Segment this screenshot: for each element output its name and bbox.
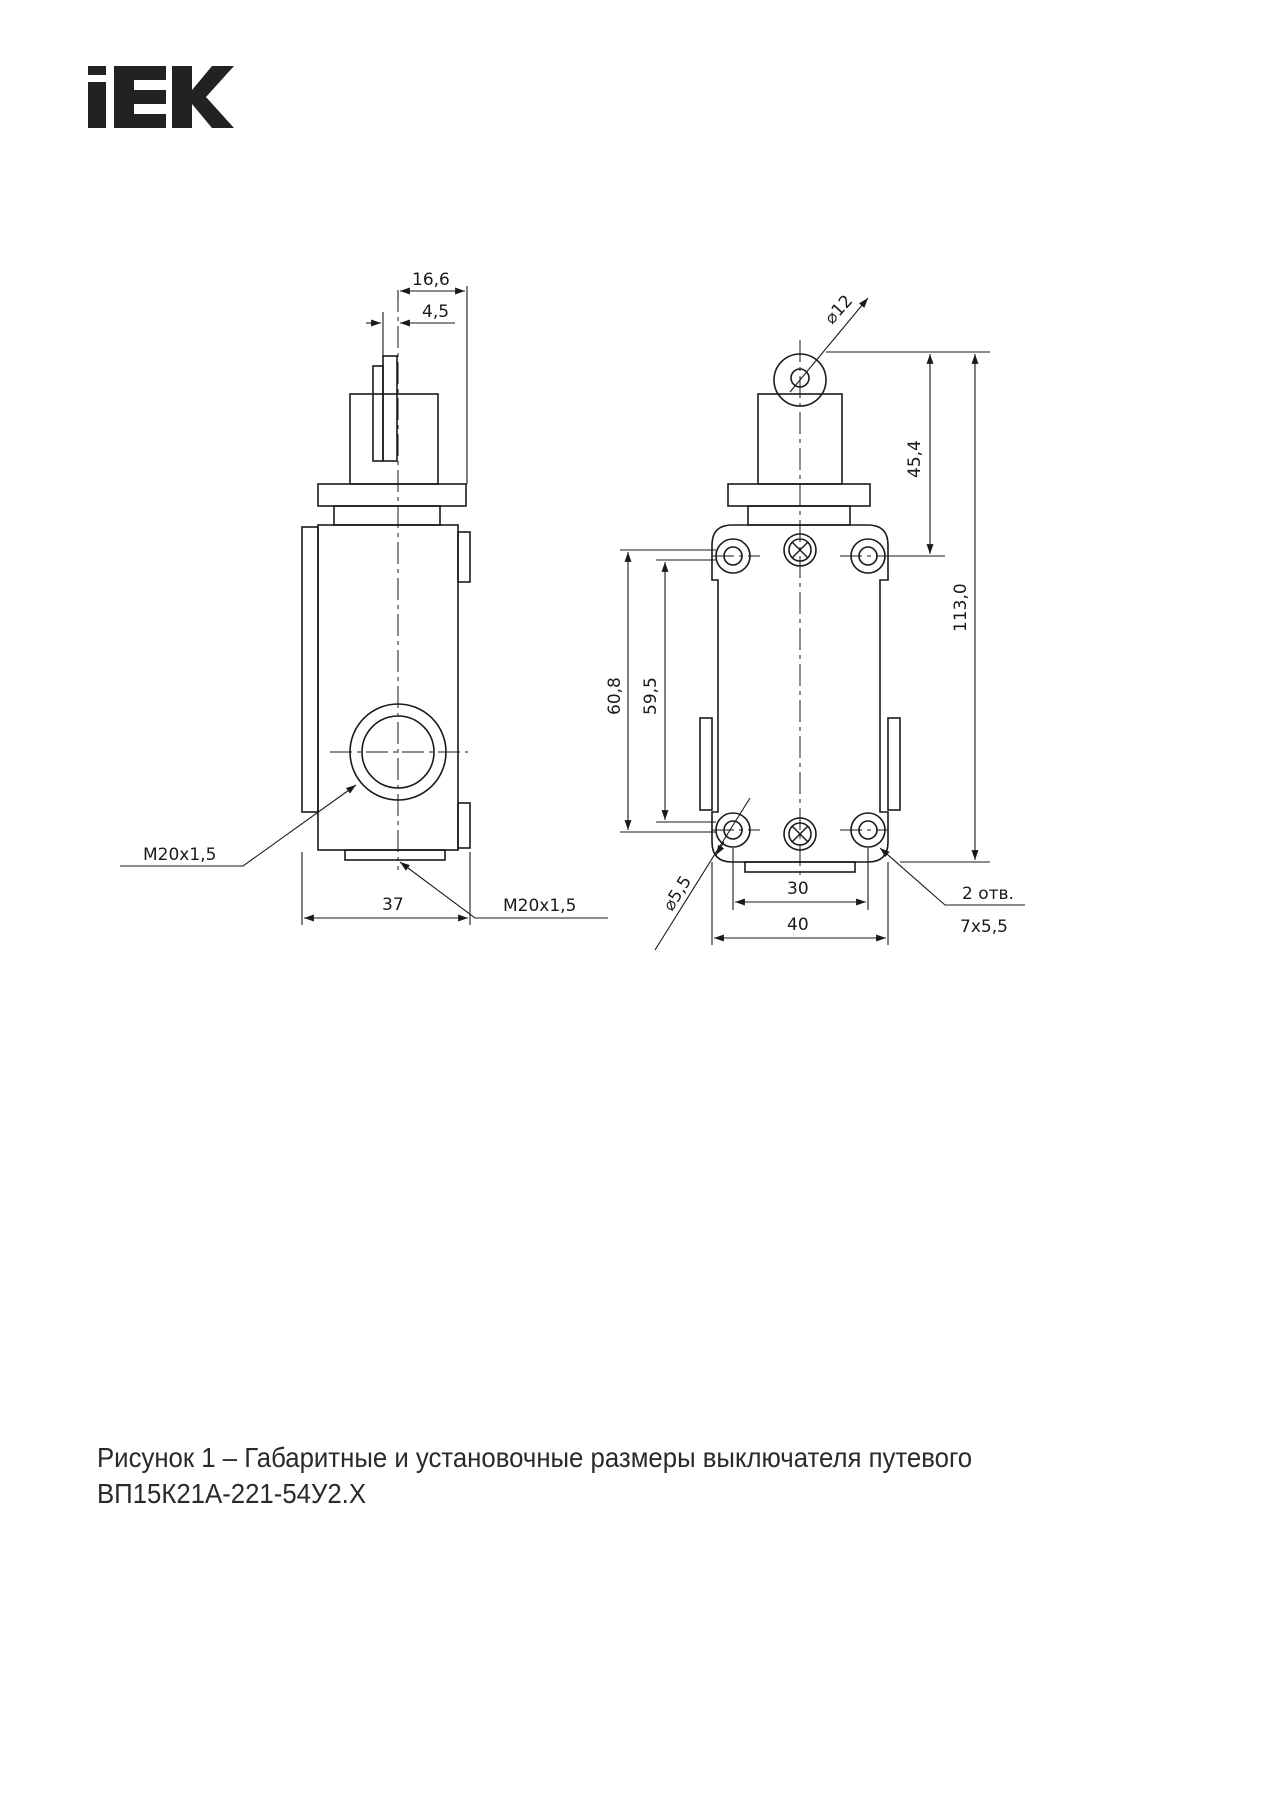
caption-line-2: ВП15К21А-221-54У2.Х — [97, 1478, 367, 1509]
dim-40: 40 — [787, 915, 809, 935]
dim-hole-dia: ⌀5,5 — [659, 872, 696, 915]
dim-30: 30 — [787, 879, 809, 899]
figure-caption — [97, 1440, 1109, 1512]
dim-roller-dia: ⌀12 — [820, 291, 858, 329]
side-view-dimensions — [120, 286, 608, 925]
dim-45-4: 45,4 — [905, 440, 925, 478]
dim-113-0: 113,0 — [951, 583, 971, 632]
dim-37: 37 — [382, 895, 404, 915]
dim-59-5: 59,5 — [641, 677, 661, 715]
front-view-centerlines — [712, 340, 888, 880]
dim-60-8: 60,8 — [605, 677, 625, 715]
dim-16-6: 16,6 — [412, 270, 450, 290]
note-slots-size: 7x5,5 — [960, 917, 1008, 937]
side-view-centerlines — [330, 290, 468, 870]
label-thread-bottom: M20x1,5 — [503, 896, 577, 916]
note-slots-count: 2 отв. — [962, 884, 1014, 904]
caption-line-1: Рисунок 1 – Габаритные и установочные размеры выключателя путевого — [97, 1442, 973, 1473]
dim-4-5: 4,5 — [422, 302, 450, 322]
label-thread-side: M20x1,5 — [143, 845, 217, 865]
side-view — [302, 356, 470, 860]
